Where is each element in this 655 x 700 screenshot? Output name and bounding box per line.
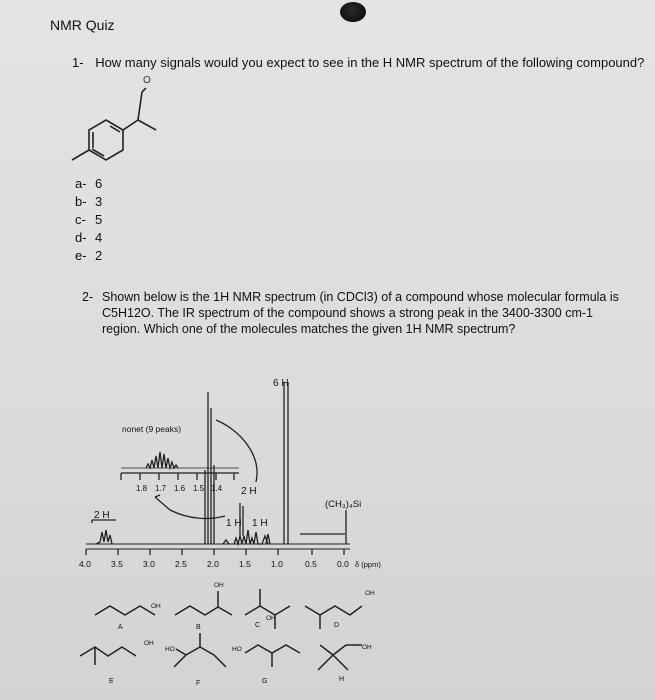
inset-tick-3: 1.6 [174, 484, 186, 493]
choice-label-e[interactable]: E [109, 678, 114, 685]
option-a[interactable]: a- 6 [75, 176, 103, 191]
option-b[interactable]: b- 3 [75, 194, 103, 209]
axis-tick-3.0: 3.0 [143, 559, 155, 569]
choice-label-a[interactable]: A [118, 624, 123, 631]
ho-f: HO [165, 646, 175, 653]
question-2-text: Shown below is the 1H NMR spectrum (in CDCl3) of a compound whose molecular formula is C5H12O. The IR spectrum of the compound shows a strong peak in the 3400-3300 cm-1 region. Which one of the molecules matches the given 1H NMR spectrum? [102, 290, 619, 336]
oh-d: OH [365, 590, 375, 597]
label-2h-right: 2 H [241, 486, 257, 497]
axis-tick-3.5: 3.5 [111, 559, 123, 569]
question-2 [82, 289, 622, 337]
axis-tick-0.0: 0.0 [337, 559, 349, 569]
label-1h-b: 1 H [252, 518, 268, 529]
choice-label-h[interactable]: H [339, 676, 345, 683]
option-c[interactable]: c- 5 [75, 212, 103, 227]
question-2-number: 2- [82, 290, 94, 304]
choice-label-d[interactable]: D [334, 622, 340, 629]
quiz-title: NMR Quiz [50, 17, 115, 33]
ho-g: HO [232, 646, 242, 653]
label-tms: (CH₃)₄Si [325, 499, 362, 510]
oh-c: OH [266, 615, 276, 622]
choice-label-b[interactable]: B [196, 624, 201, 631]
option-d[interactable]: d- 4 [75, 230, 103, 245]
inset-tick-2: 1.7 [155, 484, 167, 493]
label-nonet: nonet (9 peaks) [122, 424, 182, 434]
nmr-spectrum [0, 360, 655, 580]
axis-tick-1.5: 1.5 [239, 559, 251, 569]
question-1 [72, 55, 644, 70]
axis-tick-2.0: 2.0 [207, 559, 219, 569]
choice-label-f[interactable]: F [196, 680, 201, 687]
choice-label-g[interactable]: G [262, 678, 268, 685]
axis-tick-4.0: 4.0 [79, 559, 91, 569]
label-1h-a: 1 H [226, 518, 242, 529]
label-6h: 6 H [273, 378, 289, 389]
label-2h-left: 2 H [94, 510, 110, 521]
inset-tick-1: 1.8 [136, 484, 148, 493]
axis-tick-1.0: 1.0 [271, 559, 283, 569]
question-1-text: How many signals would you expect to see in the H NMR spectrum of the following compound? [95, 55, 645, 70]
inset-tick-5: 1.4 [211, 484, 223, 493]
oh-a: OH [151, 603, 161, 610]
axis-unit: δ (ppm) [355, 560, 381, 569]
inset-tick-4: 1.5 [193, 484, 205, 493]
axis-tick-2.5: 2.5 [175, 559, 187, 569]
choice-label-c[interactable]: C [255, 622, 261, 629]
question-1-number: 1- [72, 55, 84, 70]
axis-tick-0.5: 0.5 [305, 559, 317, 569]
option-e[interactable]: e- 2 [75, 248, 103, 263]
question-1-structure [60, 70, 170, 170]
oh-e: OH [144, 640, 154, 647]
oh-h: OH [362, 644, 372, 651]
oh-b: OH [214, 582, 224, 589]
answer-structures [0, 575, 655, 700]
punch-hole [340, 2, 366, 22]
carbonyl-o-label: O [143, 75, 151, 86]
